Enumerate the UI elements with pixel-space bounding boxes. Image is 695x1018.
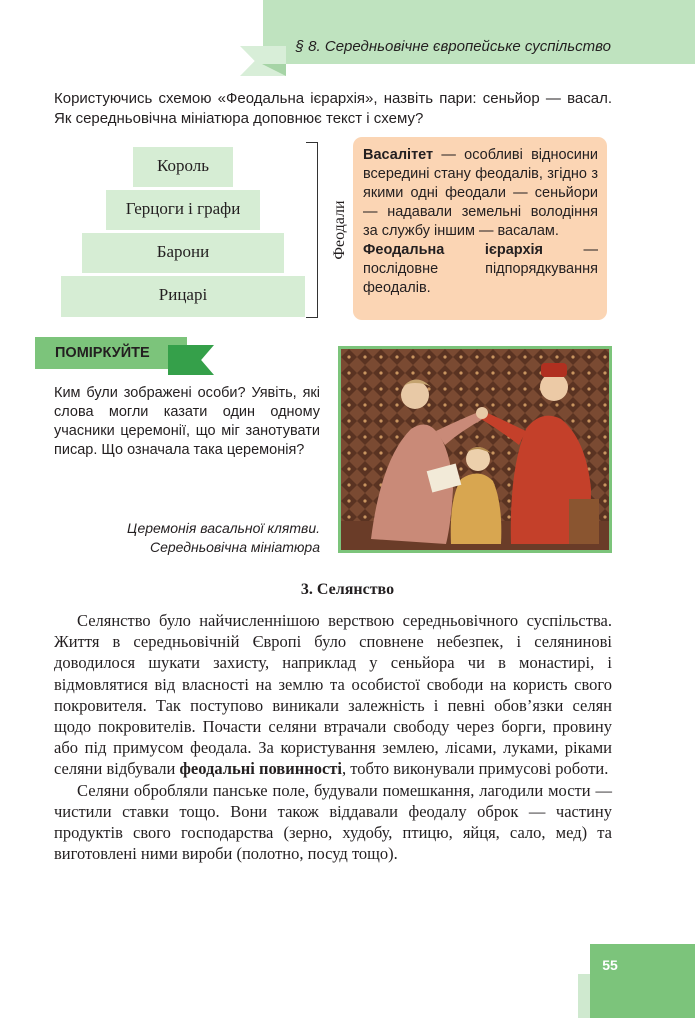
question-text: Користуючись схемою «Феодальна ієрархія», назвіть пари: сеньйор — васал. Як середньовічна мініатюра доповнює текст і схему? (54, 90, 612, 127)
hierarchy-level-knights: Рицарі (61, 276, 305, 317)
page-number-tab (590, 944, 695, 1018)
vassalage-definition: — особливі відносини всередині стану феодалів, згідно з якими одні феодали — сеньйори — надавали земельні володіння за службу іншим — васалам. (363, 147, 598, 239)
body-text-bold: феодальні повинності (179, 759, 342, 779)
miniature-caption-line: Церемонія васальної клятви. (126, 520, 320, 536)
body-paragraph (54, 610, 612, 780)
think-banner: ПОМІРКУЙТЕ (35, 337, 187, 369)
section-heading: 3. Селянство (300, 581, 395, 598)
hierarchy-level-dukes: Герцоги і графи (106, 190, 260, 230)
body-text-run: , тобто виконували примусові роботи. (341, 759, 609, 779)
vassalage-term: Васалітет (363, 147, 434, 163)
hierarchy-group-label: Феодали (331, 200, 348, 260)
hierarchy-term: Феодальна ієрархія (363, 242, 543, 258)
hierarchy-definition: — послідовне підпорядкування феодалів. (363, 242, 598, 296)
miniature-illustration (341, 349, 609, 550)
miniature-caption-line: Середньовічна мініатюра (149, 539, 320, 555)
body-text-run: Селянство було найчисленнішою верствою середньовічного суспільства. Життя в середньовічній Європі було сповнене небезпек, і селянинові доводилося шукати захисту, наприклад у сеньйора чи в монастирі, і відмовлятися від власності на землю та особистої свободи на користь свого покровителя. Так поступово виникали залежність і певні обов’язки селян щодо покровителів. Почасти селяни втрачали свободу через борги, провину або під примусом феодала. За користування землею, лісами, луками, ріками селяни відбували (54, 611, 612, 779)
hierarchy-level-barons: Барони (82, 233, 284, 273)
medieval-miniature-image (338, 346, 612, 553)
definitions-box (353, 137, 607, 320)
section-header-title: § 8. Середньовічне європейське суспільство (295, 38, 611, 55)
miniature-caption (127, 519, 320, 557)
hierarchy-level-king: Король (133, 147, 233, 187)
page-tab-shadow (578, 974, 590, 1018)
body-text (54, 610, 612, 864)
body-paragraph: Селяни обробляли панське поле, будували помешкання, лагодили мости — чистили ставки тощо. Вони також віддавали феодалу оброк — частину продуктів свого господарства (зерно, худобу, птицю, яйця, сало, мед) та виготовлені ними вироби (полотно, посуд тощо). (54, 780, 612, 864)
page-number: 55 (602, 957, 618, 973)
think-question-text: Ким були зображені особи? Уявіть, які слова могли казати один одному учасники церемонії, що міг занотувати писар. Що означала така церемонія? (54, 385, 320, 458)
hierarchy-bracket (306, 142, 318, 318)
think-banner-flag (168, 345, 214, 375)
